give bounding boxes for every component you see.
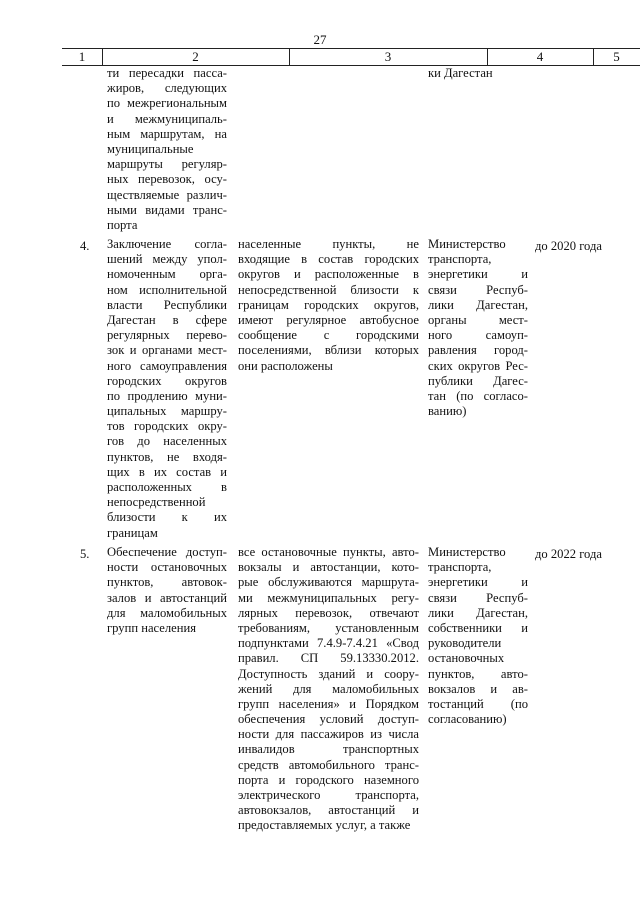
row-4-col2-line: Заключение согла- — [107, 237, 227, 251]
row-deadline: до 2020 года — [535, 239, 602, 253]
row-5-col3-line: все остановочные пункты, авто- — [238, 545, 419, 559]
row-4-col2-line: власти Республики — [107, 297, 227, 312]
row-4-col3-line: они расположены — [238, 358, 333, 373]
continuation-col4 — [428, 66, 528, 81]
row-4-col2-line: гов до населенных — [107, 434, 227, 449]
row-5-col3-line: лярных перевозок, отвечают — [238, 605, 419, 620]
row-5-col3-line: предоставляемых услуг, а также — [238, 818, 411, 833]
continuation-col2 — [107, 66, 227, 233]
row-number: 4. — [80, 239, 90, 253]
continuation-col2-line: порта — [107, 217, 138, 232]
row-5-col4-line: руководители — [428, 636, 502, 651]
row-5-col3-line: обеспечения условий доступ- — [238, 712, 419, 727]
row-5-col4-line: согласованию) — [428, 712, 507, 727]
row-5-col3-line: требованиям, установленным — [238, 620, 419, 635]
row-4-col2-line: шений между упол- — [107, 252, 227, 267]
row-4-col2 — [107, 237, 227, 541]
row-5-col2-line: Обеспечение доступ- — [107, 545, 227, 559]
row-5-col4-line: собственники и — [428, 620, 528, 635]
row-5-col3-line: ми межмуниципальных регу- — [238, 590, 419, 605]
row-5-col3-line: подпунктами 7.4.9-7.4.21 «Свод — [238, 636, 419, 651]
row-5-col3 — [238, 545, 419, 834]
row-4-col3-line: населенные пункты, не — [238, 237, 419, 251]
row-4-col3-line: поселениями, вблизи которых — [238, 343, 419, 358]
row-4-col2-line: ципальных маршру- — [107, 404, 227, 419]
continuation-col2-line: и межмуниципаль- — [107, 111, 227, 126]
row-5-col4-line: тостанций (по — [428, 696, 528, 711]
continuation-col2-line: ществляемые различ- — [107, 187, 227, 202]
row-4-col4-line: тан (по согласо- — [428, 388, 528, 403]
row-4-col2-line: регулярных перево- — [107, 328, 227, 343]
row-5-col3-line: средств автомобильного транс- — [238, 757, 419, 772]
row-4-col3-line: сообщение с городскими — [238, 328, 419, 343]
row-5-col4-line: транспорта, — [428, 560, 492, 575]
table-header-row — [62, 48, 640, 66]
row-4-col3-line: границам городских округов, — [238, 297, 419, 312]
row-5-col2-line: пунктов, автовок- — [107, 575, 227, 590]
row-5-col3-line: ности для пассажиров из числа — [238, 727, 419, 742]
column-header-4: 4 — [536, 49, 544, 64]
row-4-col4-line: транспорта, — [428, 252, 492, 267]
row-4-col2-line: расположенных в — [107, 480, 227, 494]
continuation-col4-line: ки Дагестан — [428, 66, 493, 80]
row-5-col3-line: Доступность зданий и соору- — [238, 666, 419, 681]
row-5-col4-line: пунктов, авто- — [428, 666, 528, 681]
row-4-col2-line: ном исполнительной — [107, 282, 227, 297]
row-4-col2-line: непосредственной — [107, 495, 206, 510]
row-5-col3-line: инвалидов транспортных — [238, 742, 419, 757]
row-4-col4-line: связи Респуб- — [428, 282, 528, 297]
row-4-col3-line: входящие в состав городских — [238, 252, 419, 267]
row-4-col2-line: зок и органами мест- — [107, 343, 227, 358]
continuation-col2-line: ным маршрутам, на — [107, 126, 227, 141]
row-5-col4-line: вокзалов и ав- — [428, 681, 528, 696]
row-4-col2-line: городских округов — [107, 373, 227, 388]
row-4-col4-line: лики Дагестан, — [428, 297, 528, 312]
row-deadline: до 2022 года — [535, 547, 602, 561]
row-4-col3-line: округов и расположенные в — [238, 267, 419, 282]
row-5-col4-line: связи Респуб- — [428, 590, 528, 605]
row-5-col3-line: жений для маломобильных — [238, 681, 419, 696]
row-5-col3-line: групп населения» и Порядком — [238, 696, 419, 711]
row-4-col2-line: границам — [107, 525, 158, 540]
row-4-col4-line: органы мест- — [428, 312, 528, 327]
row-4-col4-line: ного самоуп- — [428, 328, 528, 343]
row-5-col3-line: правил. СП 59.13330.2012. — [238, 651, 419, 666]
row-4-col2-line: номоченным орга- — [107, 267, 227, 282]
row-5-col3-line: электрического транспорта, — [238, 788, 419, 802]
row-5-col3-line: автовокзалов, автостанций и — [238, 803, 419, 818]
column-header-5: 5 — [613, 49, 620, 64]
row-number: 5. — [80, 547, 90, 561]
continuation-col2-line: жиров, следующих — [107, 81, 227, 96]
row-4-col3 — [238, 237, 419, 374]
row-5-col4 — [428, 545, 528, 727]
row-4-col2-line: щих в их состав и — [107, 464, 227, 479]
row-4-col2-line: тов городских окру- — [107, 419, 227, 434]
row-4-col2-line: ного самоуправления — [107, 358, 227, 373]
row-4-col4-line: равления город- — [428, 343, 528, 358]
row-5-col3-line: вокзалы и автостанции, кото- — [238, 560, 419, 575]
row-4-col2-line: близости к их — [107, 510, 227, 525]
row-4-col2-line: по продлению муни- — [107, 388, 227, 403]
row-5-col4-line: Министерство — [428, 545, 506, 559]
row-4-col4 — [428, 237, 528, 419]
column-header-1: 1 — [78, 49, 86, 64]
row-5-col4-line: остановочных — [428, 651, 505, 666]
row-5-col3-line: рые обслуживаются маршрута- — [238, 575, 419, 590]
row-5-col2-line: для маломобильных — [107, 605, 227, 620]
row-5-col3-line: порта и городского наземного — [238, 772, 419, 787]
row-4-col3-line: непосредственной близости к — [238, 282, 419, 297]
continuation-col2-line: ти пересадки пасса- — [107, 66, 227, 80]
column-header-2: 2 — [192, 49, 199, 64]
row-4-col2-line: Дагестан в сфере — [107, 312, 227, 327]
page-number: 27 — [313, 32, 327, 47]
row-4-col4-line: ванию) — [428, 404, 467, 419]
row-5-col2-line: залов и автостанций — [107, 590, 227, 605]
row-4-col2-line: пунктов, не входя- — [107, 449, 227, 464]
row-5-col2-line: ности остановочных — [107, 560, 227, 575]
continuation-col2-line: по межрегиональным — [107, 96, 227, 111]
continuation-col2-line: муниципальные — [107, 141, 194, 156]
row-5-col4-line: энергетики и — [428, 575, 528, 590]
row-5-col2-line: групп населения — [107, 620, 197, 635]
row-4-col3-line: имеют регулярное автобусное — [238, 312, 419, 327]
continuation-col2-line: ных перевозок, осу- — [107, 172, 227, 187]
row-4-col4-line: ских округов Рес- — [428, 358, 528, 373]
row-4-col4-line: Министерство — [428, 237, 506, 251]
row-5-col2 — [107, 545, 227, 636]
row-5-col4-line: лики Дагестан, — [428, 605, 528, 620]
continuation-col2-line: ными видами транс- — [107, 202, 227, 217]
row-4-col4-line: энергетики и — [428, 267, 528, 282]
continuation-col2-line: маршруты регуляр- — [107, 157, 227, 172]
row-4-col4-line: публики Дагес- — [428, 373, 528, 388]
column-header-3: 3 — [384, 49, 392, 64]
